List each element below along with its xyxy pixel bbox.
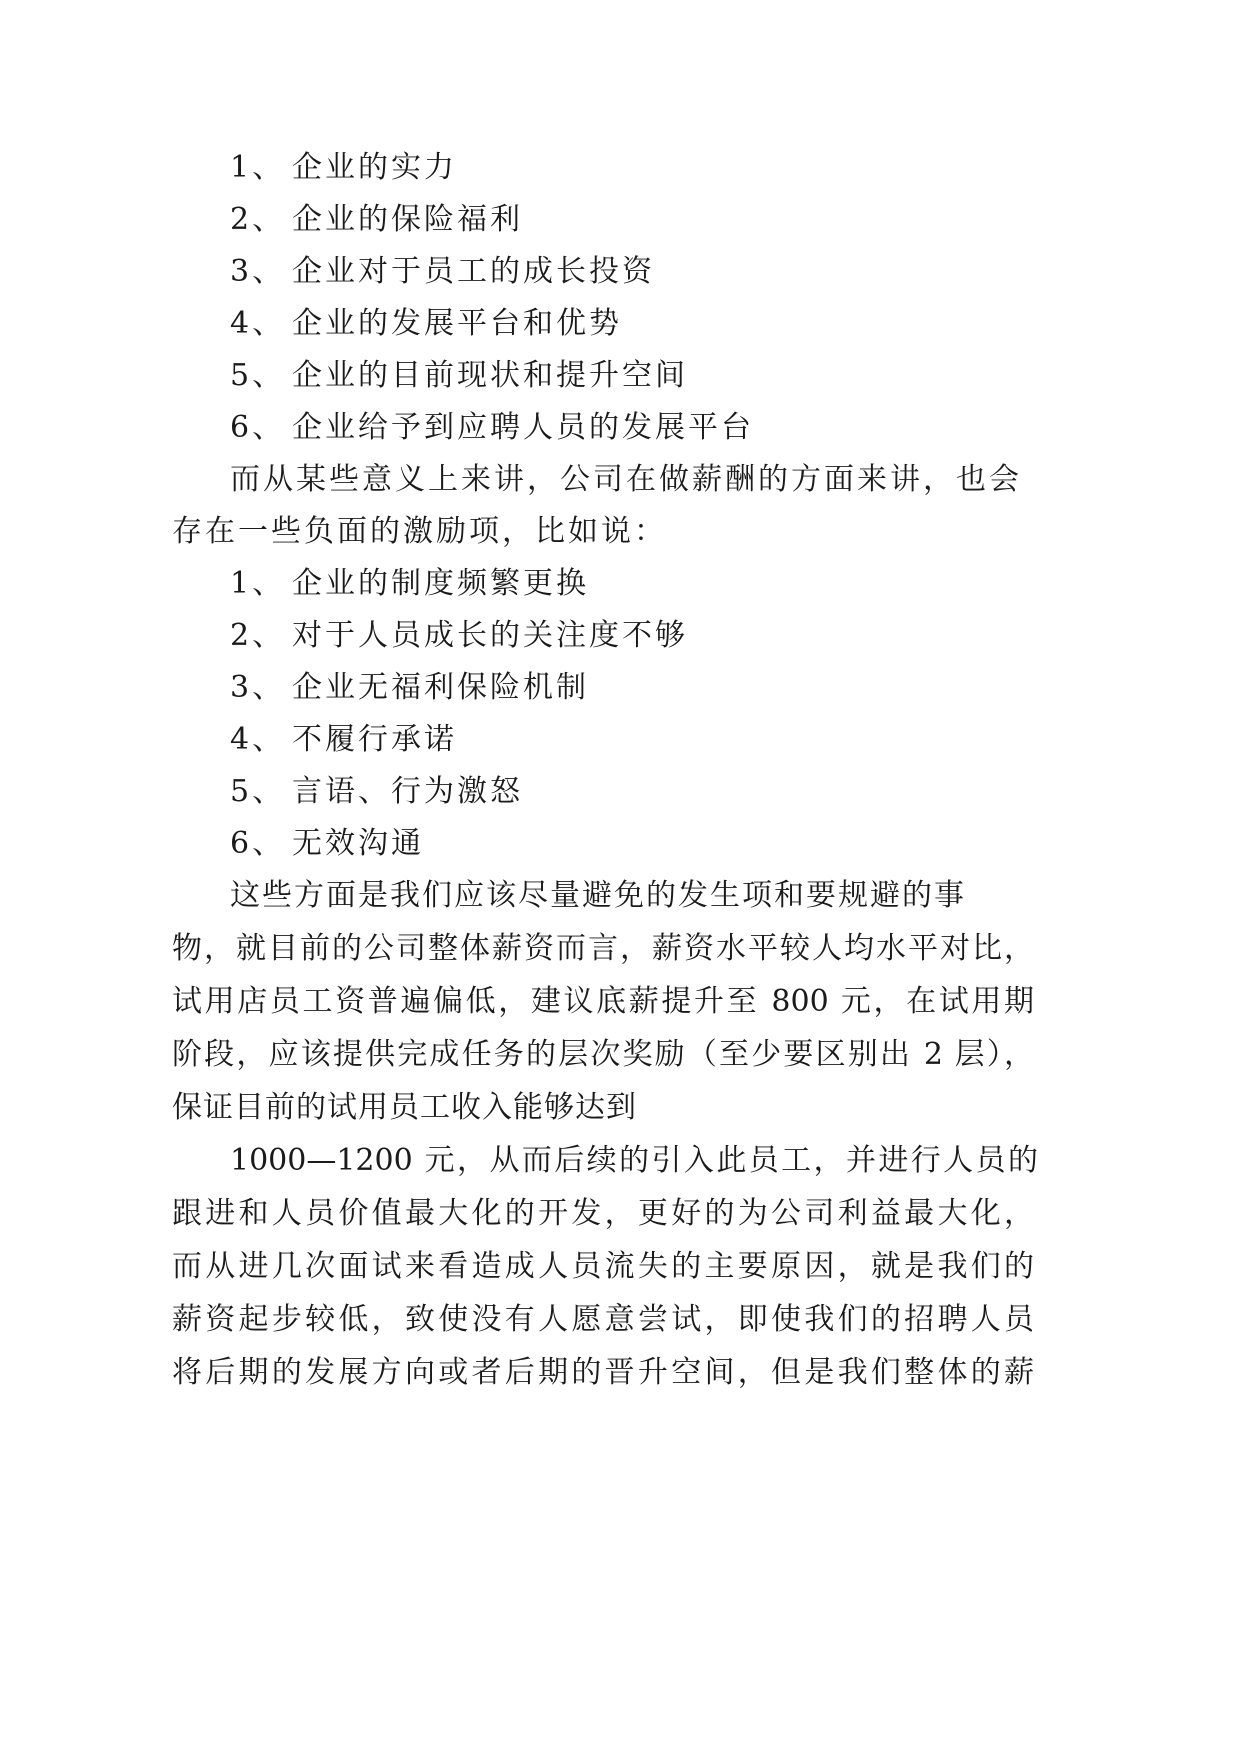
list-item	[230, 824, 424, 864]
list-text: 企业的目前现状和提升空间	[292, 358, 688, 393]
paragraph-line: 薪资起步较低，致使没有人愿意尝试，即使我们的招聘人员	[172, 1302, 1034, 1337]
list-text: 对于人员成长的关注度不够	[292, 618, 688, 653]
list-number: 5、	[230, 774, 286, 809]
list-number: 4、	[230, 306, 286, 341]
list-number: 2、	[230, 202, 286, 237]
paragraph-line: 试用店员工资普遍偏低，建议底薪提升至 800 元，在试用期	[172, 984, 1034, 1019]
list-text: 企业的实力	[292, 150, 457, 185]
list-item	[230, 252, 655, 292]
list-item	[230, 772, 523, 812]
list-number: 6、	[230, 410, 286, 445]
list-item	[230, 304, 622, 344]
list-text: 言语、行为激怒	[292, 774, 523, 809]
list-text: 企业给予到应聘人员的发展平台	[292, 410, 754, 445]
paragraph-line: 保证目前的试用员工收入能够达到	[172, 1090, 637, 1125]
list-number: 5、	[230, 358, 286, 393]
list-text: 企业的发展平台和优势	[292, 306, 622, 341]
list-number: 4、	[230, 722, 286, 757]
paragraph-line: 这些方面是我们应该尽量避免的发生项和要规避的事	[230, 878, 966, 913]
list-item	[230, 408, 754, 448]
list-item	[230, 148, 457, 188]
list-text: 企业的保险福利	[292, 202, 523, 237]
list-item	[230, 668, 589, 708]
list-item	[230, 616, 688, 656]
list-number: 3、	[230, 670, 286, 705]
list-item	[230, 200, 523, 240]
list-text: 企业无福利保险机制	[292, 670, 589, 705]
paragraph-line: 而从某些意义上来讲，公司在做薪酬的方面来讲，也会	[230, 462, 1022, 497]
list-text: 无效沟通	[292, 826, 424, 861]
list-number: 1、	[230, 566, 286, 601]
list-item	[230, 720, 457, 760]
list-number: 1、	[230, 150, 286, 185]
paragraph-line: 将后期的发展方向或者后期的晋升空间，但是我们整体的薪	[172, 1355, 1034, 1390]
list-text: 不履行承诺	[292, 722, 457, 757]
list-item	[230, 564, 589, 604]
list-number: 3、	[230, 254, 286, 289]
list-number: 2、	[230, 618, 286, 653]
paragraph-line: 存在一些负面的激励项，比如说：	[172, 514, 667, 549]
list-item	[230, 356, 688, 396]
paragraph-line: 而从进几次面试来看造成人员流失的主要原因，就是我们的	[172, 1249, 1034, 1284]
paragraph-line: 物，就目前的公司整体薪资而言，薪资水平较人均水平对比，	[172, 931, 1034, 966]
list-number: 6、	[230, 826, 286, 861]
paragraph-line: 阶段，应该提供完成任务的层次奖励（至少要区别出 2 层），	[172, 1037, 1034, 1072]
paragraph-line: 1000—1200 元，从而后续的引入此员工，并进行人员的	[230, 1143, 1038, 1178]
paragraph-line: 跟进和人员价值最大化的开发，更好的为公司利益最大化，	[172, 1196, 1034, 1231]
list-text: 企业的制度频繁更换	[292, 566, 589, 601]
list-text: 企业对于员工的成长投资	[292, 254, 655, 289]
